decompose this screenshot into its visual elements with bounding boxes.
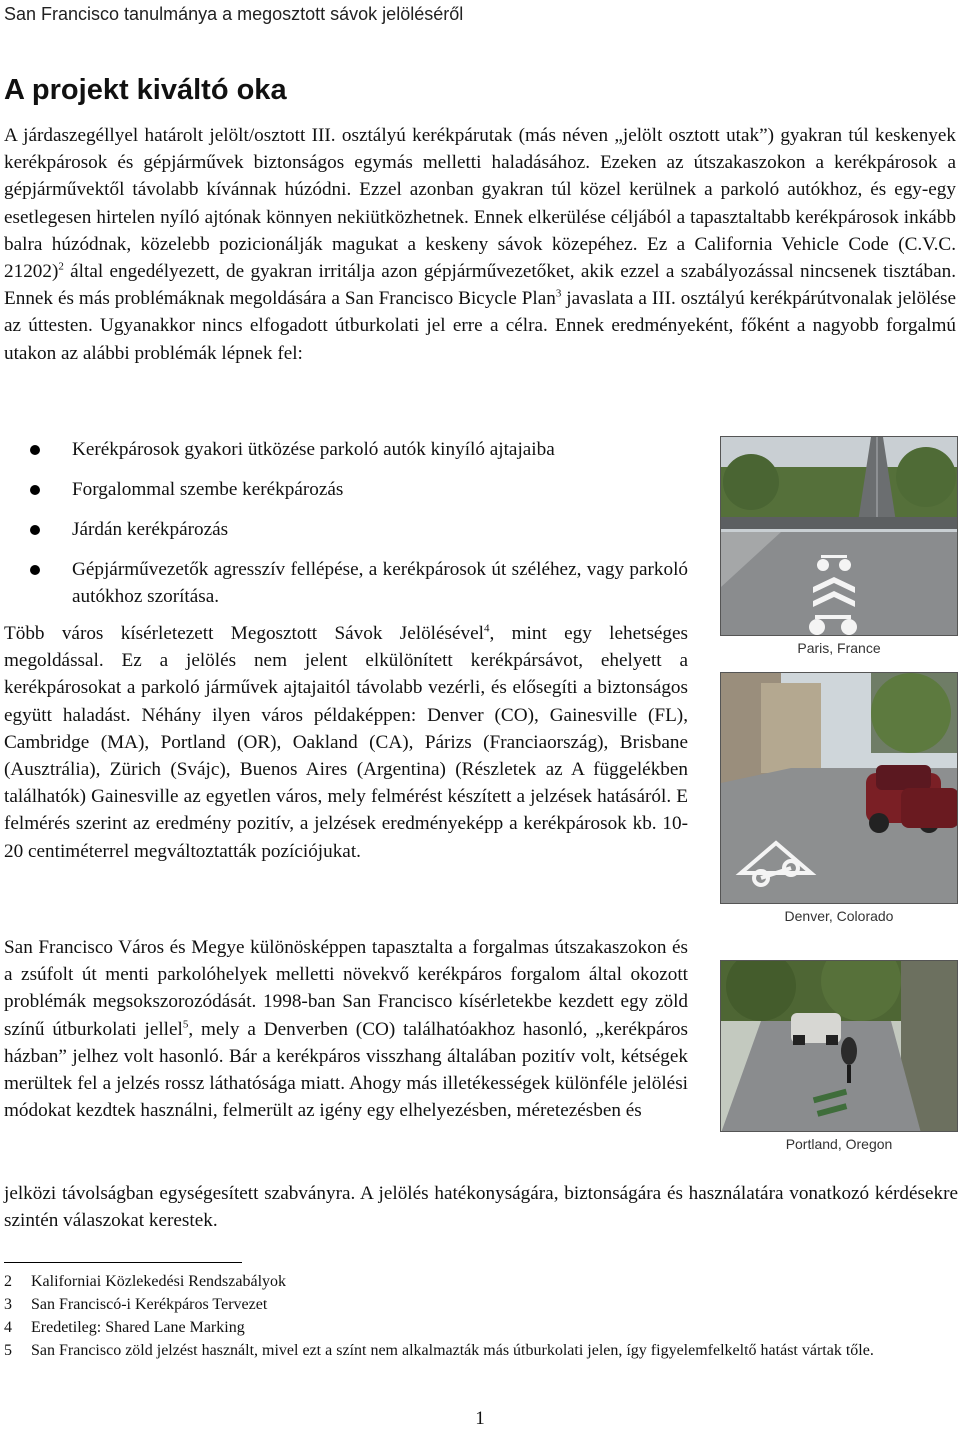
portland-street-image	[721, 961, 958, 1132]
bullet-dot-icon	[30, 485, 40, 495]
footnote	[4, 1316, 954, 1339]
paragraph-san-francisco	[4, 934, 688, 1124]
paragraph-motivation	[4, 122, 956, 367]
footnote	[4, 1339, 954, 1362]
footnote-ref-2[interactable]: 2	[58, 260, 64, 273]
paragraph-standard: jelközi távolságban egységesített szabványra. A jelölés hatékonyságára, biztonságára és használatára vonatkozó kérdésekre szintén válaszokat kerestek.	[4, 1183, 958, 1232]
list-item-text: Járdán kerékpározás	[72, 519, 229, 540]
photo-caption: Denver, Colorado	[784, 908, 894, 924]
footnotes	[4, 1270, 954, 1362]
footnote-ref-3[interactable]: 3	[555, 287, 562, 300]
list-item	[24, 436, 688, 463]
footnote	[4, 1270, 954, 1293]
footnote-number: 3	[4, 1296, 12, 1313]
bullet-dot-icon	[30, 565, 40, 575]
footnote	[4, 1293, 954, 1316]
photo-caption: Portland, Oregon	[785, 1136, 893, 1152]
footnote-text: San Franciscó-i Kerékpáros Tervezet	[31, 1296, 268, 1313]
paris-street-image	[721, 437, 958, 636]
photo-paris	[720, 436, 958, 656]
photo-caption: Paris, France	[797, 640, 881, 656]
list-item	[24, 516, 688, 543]
footnote-text: Eredetileg: Shared Lane Marking	[31, 1319, 245, 1336]
footnote-number: 2	[4, 1273, 12, 1290]
paragraph-text: San Francisco Város és Megye különösképpen tapasztalta a forgalmas útszakaszokon és a zsúfolt út menti parkolóhelyek melletti növekvő kerékpáros forgalom által okozott problémák megsokszorozódását. 1998-ban San Francisco kísérletekbe kezdett egy zöld színű útburkolati jellel	[4, 937, 688, 1040]
footnote-ref-4[interactable]: 4	[483, 622, 490, 635]
footnote-text: San Francisco zöld jelzést használt, mivel ezt a színt nem alkalmazták más útburkolati jelen, így figyelemfelkeltő hatást vártak tőle.	[31, 1342, 874, 1359]
footnote-number: 4	[4, 1319, 12, 1336]
denver-street-image	[721, 673, 958, 904]
problem-list	[24, 436, 688, 623]
running-header: San Francisco tanulmánya a megosztott sávok jelöléséről	[4, 4, 464, 24]
photo-image	[720, 672, 958, 904]
footnote-number: 5	[4, 1342, 12, 1359]
footnote-ref-5[interactable]: 5	[182, 1018, 189, 1031]
bullet-dot-icon	[30, 525, 40, 535]
footnote-text: Kaliforniai Közlekedési Rendszabályok	[31, 1273, 287, 1290]
paragraph-experiments	[4, 620, 688, 865]
footnote-separator	[4, 1262, 242, 1263]
page-number: 1	[475, 1408, 485, 1429]
photo-portland	[720, 960, 958, 1152]
photo-image	[720, 436, 958, 636]
list-item	[24, 556, 688, 610]
paragraph-text: , mint egy lehetséges megoldással. Ez a jelölés nem jelent elkülönített kerékpársávot, ehelyett a kerékpárosokat a parkoló járművek ajtajaitól távolabb vezérli, és elősegíti a biztonságos együtt haladást. Néhány ilyen város példaképpen: Denver (CO), Gainesville (FL), Cambridge (MA), Portland (OR), Oakland (CA), Párizs (Franciaország), Brisbane (Ausztrália), Zürich (Svájc), Buenos Aires (Argentina) (Részletek az A függelékben találhatók) Gainesville az egyetlen város, mely felmérést készített a jelzések hatásáról. E felmérés szerint az eredmény pozitív, a jelzések eredményeképp a kerékpárosok kb. 10-20 centiméterrel megváltoztatták pozíciójukat.	[4, 623, 689, 862]
list-item	[24, 476, 688, 503]
paragraph-text: Több város kísérletezett Megosztott Sávok Jelölésével	[4, 623, 484, 644]
photo-denver	[720, 672, 958, 924]
list-item-text: Gépjárművezetők agresszív fellépése, a kerékpárosok út széléhez, vagy parkoló autókhoz szorítása.	[72, 559, 688, 608]
section-heading: A projekt kiváltó oka	[4, 74, 287, 106]
paragraph-text: A járdaszegéllyel határolt jelölt/osztott III. osztályú kerékpárutak (más néven „jelölt osztott utak”) gyakran túl keskenyek kerékpárosok és gépjárművek biztonságos egymás melletti haladásához. Ezeken az útszakaszokon a kerékpárosok a gépjárművektől távolabb kívánnak húzódni. Ezzel azonban gyakran túl közel kerülnek a parkoló autókhoz, és egy-egy esetlegesen hirtelen nyíló ajtónak könnyen nekiütközhetnek. Ennek elkerülése céljából a tapasztaltabb kerékpárosok inkább balra húzódnak, közelebb pozicionálják magukat a keskeny sávok közepéhez. Ez a California Vehicle Code (C.V.C. 21202)	[4, 125, 956, 283]
photo-image	[720, 960, 958, 1132]
paragraph-text: , mely a Denverben (CO) találhatóakhoz hasonló, „kerékpáros házban” jelhez volt hasonló. Bár a kerékpáros visszhang általában pozitív volt, kétségek merültek fel a jelzés rossz láthatósága miatt. Ahogy más illetékességek különféle jelölési módokat kezdtek használni, felmerült az igény egy elhelyezésben, méretezésben és	[4, 1018, 688, 1122]
paragraph-text: által engedélyezett, de gyakran irritálja azon gépjárművezetőket, akik ezzel a szabályozással nincsenek tisztában. Ennek és más problémáknak megoldására a San Francisco Bicycle Plan	[4, 261, 956, 310]
list-item-text: Forgalommal szembe kerékpározás	[72, 479, 344, 500]
bullet-dot-icon	[30, 445, 40, 455]
paragraph-text: javaslata a III. osztályú kerékpárútvonalak jelölése az úttesten. Ugyanakkor nincs elfogadott útburkolati jel erre a célra. Ennek eredményeként, főként a nagyobb forgalmú utakon az alábbi problémák lépnek fel:	[4, 288, 956, 364]
list-item-text: Kerékpárosok gyakori ütközése parkoló autók kinyíló ajtajaiba	[72, 439, 555, 460]
